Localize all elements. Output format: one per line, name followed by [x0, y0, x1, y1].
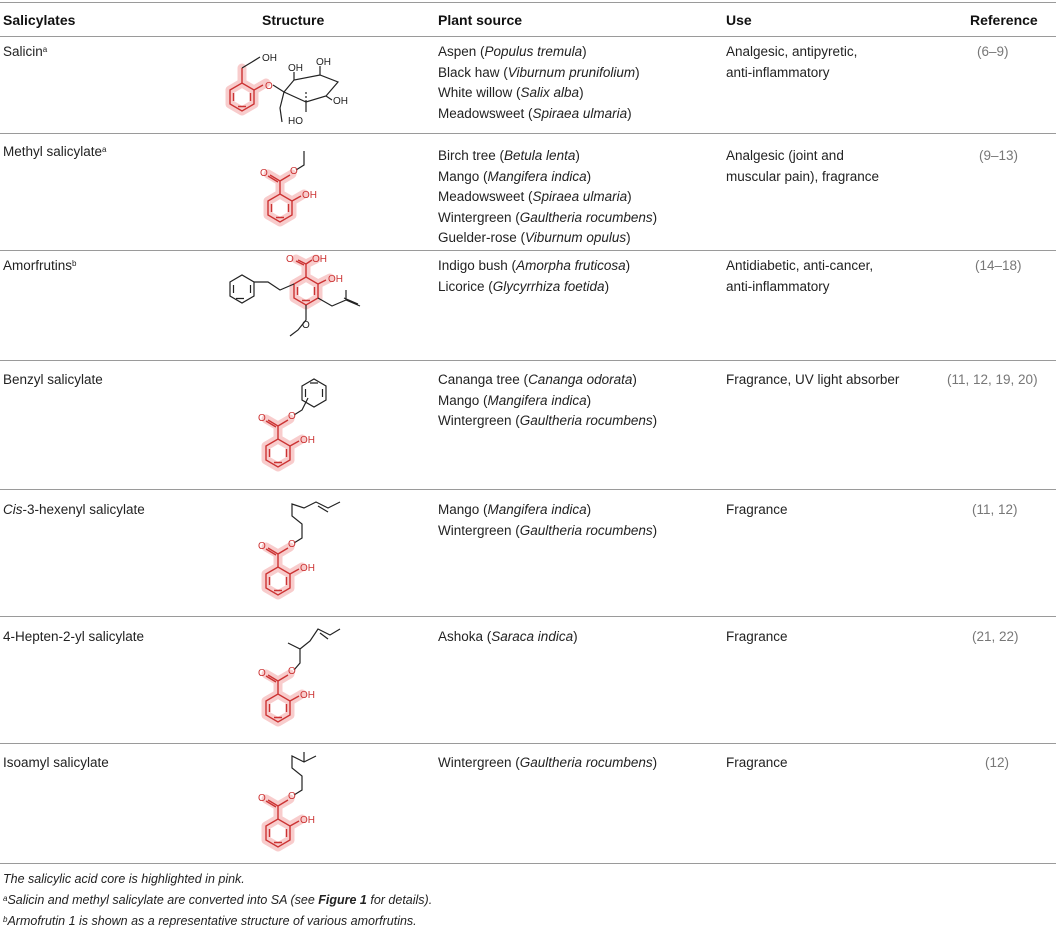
plant-source: Meadowsweet (Spiraea ulmaria)	[438, 189, 632, 204]
atom-label: O	[258, 541, 266, 552]
atom-label: O	[288, 411, 296, 422]
row-divider	[0, 133, 1056, 134]
isoamyl-salicylate-structure	[246, 748, 356, 858]
table-bottom-rule	[0, 863, 1056, 864]
atom-label: O	[258, 413, 266, 424]
atom-label: OH	[288, 63, 303, 74]
reference-text: (12)	[985, 755, 1010, 770]
reference-text: (6–9)	[977, 44, 1009, 59]
header-use: Use	[726, 12, 752, 28]
plant-source-list	[438, 42, 640, 124]
cis-3-hexenyl-salicylate-structure	[246, 494, 356, 614]
table-top-rule	[0, 2, 1056, 3]
use-text: Fragrance	[726, 629, 788, 644]
use-text: Fragrance	[726, 502, 788, 517]
compound-name: Amorfrutins$^b$	[3, 258, 77, 273]
atom-label: O	[260, 168, 268, 179]
atom-label: O	[258, 793, 266, 804]
plant-source: Birch tree (Betula lenta)	[438, 148, 580, 163]
compound-name: 4-Hepten-2-yl salicylate	[3, 629, 145, 644]
header-reference: Reference	[970, 12, 1038, 28]
atom-label: O	[288, 791, 296, 802]
row-divider	[0, 616, 1056, 617]
atom-label: OH	[302, 190, 317, 201]
benzyl-salicylate-structure	[246, 366, 346, 486]
reference-text: (9–13)	[979, 148, 1019, 163]
atom-label: OH	[300, 815, 315, 826]
footnote-a: $^a$Salicin and methyl salicylate are converted into SA (see Figure 1 for details).	[3, 893, 433, 907]
atom-label: O	[302, 320, 310, 331]
salicin-structure	[210, 42, 370, 134]
plant-source: White willow (Salix alba)	[438, 85, 584, 100]
amorfrutin-structure	[222, 254, 382, 356]
use-text: Analgesic, antipyretic, anti-inflammatory	[726, 44, 858, 80]
row-divider	[0, 743, 1056, 744]
plant-source: Licorice (Glycyrrhiza foetida)	[438, 278, 610, 294]
methyl-salicylate-structure	[248, 143, 328, 243]
header-salicylates: Salicylates	[3, 12, 76, 28]
footnote-b: $^b$Armofrutin 1 is shown as a representative structure of various amorfrutins.	[3, 914, 417, 928]
atom-label: O	[286, 254, 294, 265]
compound-name: Cis-3-hexenyl salicylate	[3, 502, 145, 517]
plant-source: Mango (Mangifera indica)	[438, 392, 592, 408]
plant-source: Wintergreen (Gaultheria rocumbens)	[438, 522, 658, 538]
header-rule	[0, 36, 1056, 37]
header-structure: Structure	[262, 12, 325, 28]
plant-source-list	[438, 500, 657, 541]
plant-source-list	[438, 627, 578, 648]
use-text: Analgesic (joint and muscular pain), fragrance	[726, 148, 880, 184]
header-plant-source: Plant source	[438, 12, 523, 28]
plant-source: Ashoka (Saraca indica)	[438, 629, 578, 644]
compound-name: Benzyl salicylate	[3, 372, 103, 387]
plant-source: Wintergreen (Gaultheria rocumbens)	[438, 209, 658, 225]
row-divider	[0, 360, 1056, 361]
atom-label: OH	[300, 435, 315, 446]
use-text: Fragrance, UV light absorber	[726, 372, 900, 387]
atom-label: OH	[300, 563, 315, 574]
reference-text: (14–18)	[975, 258, 1022, 273]
plant-source: Meadowsweet (Spiraea ulmaria)	[438, 105, 632, 121]
atom-label: O	[288, 539, 296, 550]
footnote-highlight: The salicylic acid core is highlighted in pink.	[3, 872, 245, 886]
use-text: Antidiabetic, anti-cancer, anti-inflammatory	[726, 258, 874, 294]
plant-source: Guelder-rose (Viburnum opulus)	[438, 230, 631, 245]
reference-text: (11, 12, 19, 20)	[947, 372, 1038, 387]
compound-name: Salicin$^a$	[3, 44, 48, 59]
reference-text: (21, 22)	[972, 629, 1019, 644]
plant-source: Aspen (Populus tremula)	[438, 44, 587, 59]
plant-source: Wintergreen (Gaultheria rocumbens)	[438, 755, 658, 770]
plant-source: Mango (Mangifera indica)	[438, 502, 592, 517]
atom-label: OH	[333, 96, 348, 107]
atom-label: HO	[288, 116, 303, 127]
plant-source: Mango (Mangifera indica)	[438, 168, 592, 184]
atom-label: O	[288, 666, 296, 677]
row-divider	[0, 489, 1056, 490]
plant-source-list	[438, 256, 630, 297]
plant-source: Cananga tree (Cananga odorata)	[438, 372, 637, 387]
plant-source: Wintergreen (Gaultheria rocumbens)	[438, 413, 658, 428]
use-text: Fragrance	[726, 755, 788, 770]
atom-label: OH	[300, 690, 315, 701]
compound-name: Isoamyl salicylate	[3, 755, 109, 770]
compound-name: Methyl salicylate$^a$	[3, 144, 107, 159]
plant-source-list	[438, 370, 657, 432]
atom-label: OH	[312, 254, 327, 265]
plant-source-list	[438, 146, 657, 249]
plant-source: Black haw (Viburnum prunifolium)	[438, 64, 640, 80]
plant-source-list	[438, 753, 657, 774]
atom-label: OH	[316, 57, 331, 68]
4-hepten-2-yl-salicylate-structure	[246, 621, 356, 741]
atom-label: O	[290, 166, 298, 177]
atom-label: O	[265, 81, 273, 92]
atom-label: OH	[328, 274, 343, 285]
reference-text: (11, 12)	[972, 502, 1018, 517]
atom-label: OH	[262, 53, 277, 64]
row-divider	[0, 250, 1056, 251]
plant-source: Indigo bush (Amorpha fruticosa)	[438, 258, 631, 273]
atom-label: O	[258, 668, 266, 679]
